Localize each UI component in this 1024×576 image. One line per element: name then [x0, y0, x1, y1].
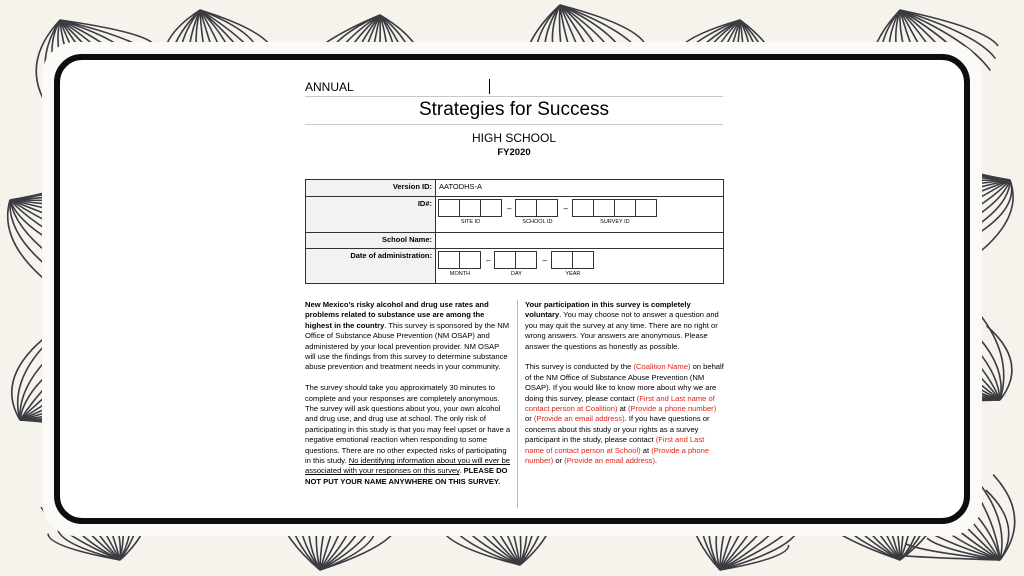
placeholder-text: (Provide an email address)	[533, 414, 625, 424]
survey-id-caption: SURVEY ID	[600, 219, 630, 225]
version-label: Version ID:	[306, 180, 436, 197]
annual-label: ANNUAL	[305, 80, 723, 97]
month-group	[439, 251, 481, 277]
id-box[interactable]	[572, 199, 594, 217]
date-box[interactable]	[551, 251, 573, 269]
date-label: Date of administration:	[306, 249, 436, 284]
id-label: ID#:	[306, 197, 436, 233]
school-id-group	[516, 199, 558, 225]
text-segment: This survey is conducted by the	[525, 362, 634, 372]
id-box[interactable]	[438, 199, 460, 217]
text-segment: .	[459, 466, 464, 476]
id-box[interactable]	[635, 199, 657, 217]
id-box[interactable]	[593, 199, 615, 217]
separator: –	[486, 256, 491, 265]
paragraph	[525, 300, 725, 352]
left-column-text	[305, 300, 511, 498]
paragraph	[305, 383, 511, 487]
school-name-label: School Name:	[306, 233, 436, 249]
text-segment: New Mexico’s risky alcohol and drug use rates and problems related to substance use are among the highest in the country	[305, 300, 489, 330]
right-column-text	[525, 300, 725, 477]
text-segment: or	[553, 456, 565, 466]
survey-id-group	[573, 199, 657, 225]
id-box[interactable]	[459, 199, 481, 217]
text-segment: on behalf of the NM Office of Substance Abuse Prevention (NM OSAP). If you would like to know more about why we are doing this survey, please contact	[525, 362, 724, 403]
separator: –	[542, 256, 547, 265]
placeholder-text: (Provide an email address)	[564, 456, 656, 466]
year-group	[552, 251, 594, 277]
column-divider	[517, 300, 518, 508]
text-segment: .	[655, 456, 658, 466]
id-form-table	[305, 179, 724, 284]
id-box[interactable]	[536, 199, 558, 217]
site-id-caption: SITE ID	[460, 219, 481, 225]
placeholder-text: (Provide a phone number)	[628, 404, 717, 414]
day-group	[495, 251, 537, 277]
id-box[interactable]	[515, 199, 537, 217]
separator: –	[507, 204, 512, 213]
paragraph	[525, 362, 725, 466]
text-segment: at	[617, 404, 629, 414]
date-box[interactable]	[438, 251, 460, 269]
text-segment: The survey should take you approximately 30 minutes to complete and your responses are completely anonymous. The survey will ask questions about you, your own alcohol and drug use, and drug use at school. The only risk of participating in this study is that you may feel upset or have a negative emotional reaction when responding to some questions. There are no other expected risks of participating in this study.	[305, 383, 511, 466]
date-box[interactable]	[572, 251, 594, 269]
fiscal-year: FY2020	[497, 147, 531, 158]
site-id-group	[439, 199, 502, 225]
text-segment: PLEASE DO NOT PUT YOUR NAME ANYWHERE ON THIS SURVEY.	[305, 466, 508, 486]
text-segment: at	[640, 445, 652, 455]
school-id-caption: SCHOOL ID	[522, 219, 553, 225]
day-caption: DAY	[511, 271, 522, 277]
page-title: Strategies for Success	[305, 99, 723, 125]
school-level: HIGH SCHOOL	[471, 131, 556, 145]
school-name-field[interactable]	[436, 233, 724, 249]
date-box[interactable]	[494, 251, 516, 269]
placeholder-text: (Coalition Name)	[633, 362, 691, 372]
text-segment: Your participation in this survey is completely voluntary	[525, 300, 691, 320]
placeholder-text: (First and Last name of contact person at School)	[525, 435, 705, 455]
placeholder-text: (Provide a phone number)	[525, 445, 710, 466]
id-fields	[436, 197, 724, 233]
text-segment: . You may choose not to answer a question and you may quit the survey at any time. There are no right or wrong answers. Your answers are anonymous. Please answer the questions as honestly as possible.	[525, 310, 719, 351]
text-segment: No identifying information about you will ever be associated with your responses on this survey	[305, 456, 511, 476]
month-caption: MONTH	[449, 271, 471, 277]
year-caption: YEAR	[565, 271, 581, 277]
placeholder-text: (First and Last name of contact person at Coalition)	[525, 393, 715, 414]
text-segment: . This survey is sponsored by the NM Office of Substance Abuse Prevention (NM OSAP) and administered by your local prevention provider. NM OSAP will use the findings from this survey to determine substance abuse prevention and treatment needs in your community.	[305, 320, 510, 372]
text-cursor	[489, 79, 490, 94]
id-box[interactable]	[614, 199, 636, 217]
text-segment: . If you have questions or concerns about this study or your rights as a survey participant in the study, please contact	[525, 414, 710, 445]
text-segment: or	[525, 414, 534, 424]
date-box[interactable]	[515, 251, 537, 269]
id-box[interactable]	[480, 199, 502, 217]
paragraph	[305, 300, 511, 373]
date-fields	[436, 249, 724, 284]
version-value: AATODHS-A	[436, 180, 724, 197]
separator: –	[563, 204, 568, 213]
date-box[interactable]	[459, 251, 481, 269]
